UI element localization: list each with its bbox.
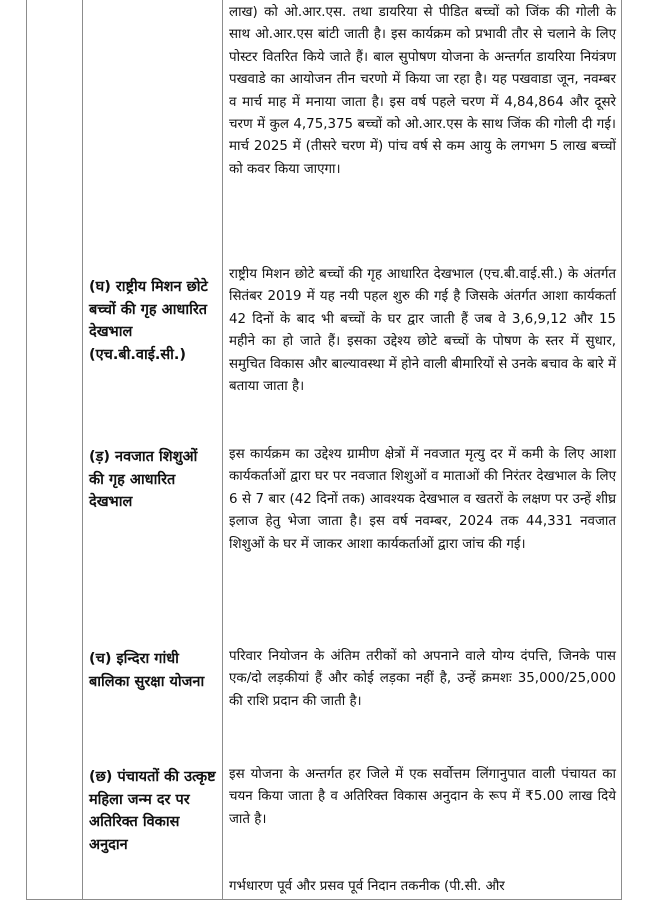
table-border-right — [621, 0, 622, 899]
row-label-panchayat-grant: (छ) पंचायतों की उत्कृष्ट महिला जन्म दर पर अतिरिक्त विकास अनुदान — [89, 769, 216, 853]
column-divider-label — [222, 0, 223, 899]
row-text-hbyc: राष्ट्रीय मिशन छोटे बच्चों की गृह आधारित देखभाल (एच.बी.वाई.सी.) के अंतर्गत सितंबर 2019 में यह नयी पहल शुरु की गई है जिसके अंतर्गत आशा कार्यकर्ता 42 दिनों के बाद भी बच्चों के घर द्वार जाती हैं जब वे 3,6,9,12 और 15 महीने का हो जाते हैं। इसका उद्देश्य छोटे बच्चों के पोषण के स्तर में सुधार, समुचित विकास और बाल्यावस्था में होने वाली बीमारियों से उनके बचाव के बारे में बताया जाता है। — [229, 267, 616, 395]
table-border-bottom — [26, 899, 622, 900]
row-text-indira-gandhi-scheme: परिवार नियोजन के अंतिम तरीकों को अपनाने वाले योग्य दंपत्ति, जिनके पास एक/दो लड़कीयां हैं और कोई लड़का नहीं है, उन्हें क्रमशः 35,000/25,000 की राशि प्रदान की जाती है। — [229, 649, 616, 709]
row-text-newborn-care: इस कार्यक्रम का उद्देश्य ग्रामीण क्षेत्रों में नवजात मृत्यु दर में कमी के लिए आशा कार्यकर्ताओं द्वारा घर पर नवजात शिशुओं व माताओं की निरंतर देखभाल के लिए 6 से 7 बार (42 दिनों तक) आवश्यक देखभाल व खतरों के लक्षण पर उन्हें शीघ्र इलाज हेतु भेजा जाता है। इस वर्ष नवम्बर, 2024 तक 44,331 नवजात शिशुओं के घर में जाकर आशा कार्यकर्ताओं द्वारा जांच की गई। — [229, 447, 616, 552]
row-label-indira-gandhi-scheme: (च) इन्दिरा गांधी बालिका सुरक्षा योजना — [89, 651, 205, 690]
table-border-left — [26, 0, 27, 899]
scheme-table — [26, 0, 622, 905]
row-label-hbyc: (घ) राष्ट्रीय मिशन छोटे बच्चों की गृह आधारित देखभाल (एच.बी.वाई.सी.) — [89, 279, 208, 363]
row-text-pcpndt: गर्भधारण पूर्व और प्रसव पूर्व निदान तकनीक (पी.सी. और — [229, 879, 505, 894]
row-text-diarrhoea: लाख) को ओ.आर.एस. तथा डायरिया से पीडित बच्चों को जिंक की गोली के साथ ओ.आर.एस बांटी जाती है। इस कार्यक्रम को प्रभावी तौर से चलाने के लिए पोस्टर वितरित किये जाते हैं। बाल सुपोषण योजना के अन्तर्गत डायरिया नियंत्रण पखवाडे का आयोजन तीन चरणो में किया जा रहा है। यह पखवाडा जून, नवम्बर व मार्च माह में मनाया जाता है। इस वर्ष पहले चरण में 4,84,864 और दूसरे चरण में कुल 4,75,375 बच्चों को ओ.आर.एस के साथ जिंक की गोली दी गई। मार्च 2025 में (तीसरे चरण में) पांच वर्ष से कम आयु के लगभग 5 लाख बच्चों को कवर किया जाएगा। — [229, 5, 616, 177]
row-label-newborn-care: (ड़) नवजात शिशुओं की गृह आधारित देखभाल — [89, 449, 198, 510]
column-divider-serial — [82, 0, 83, 899]
row-text-panchayat-grant: इस योजना के अन्तर्गत हर जिले में एक सर्वोत्तम लिंगानुपात वाली पंचायत का चयन किया जाता है व अतिरिक्त विकास अनुदान के रूप में ₹5.00 लाख दिये जाते है। — [229, 767, 616, 827]
